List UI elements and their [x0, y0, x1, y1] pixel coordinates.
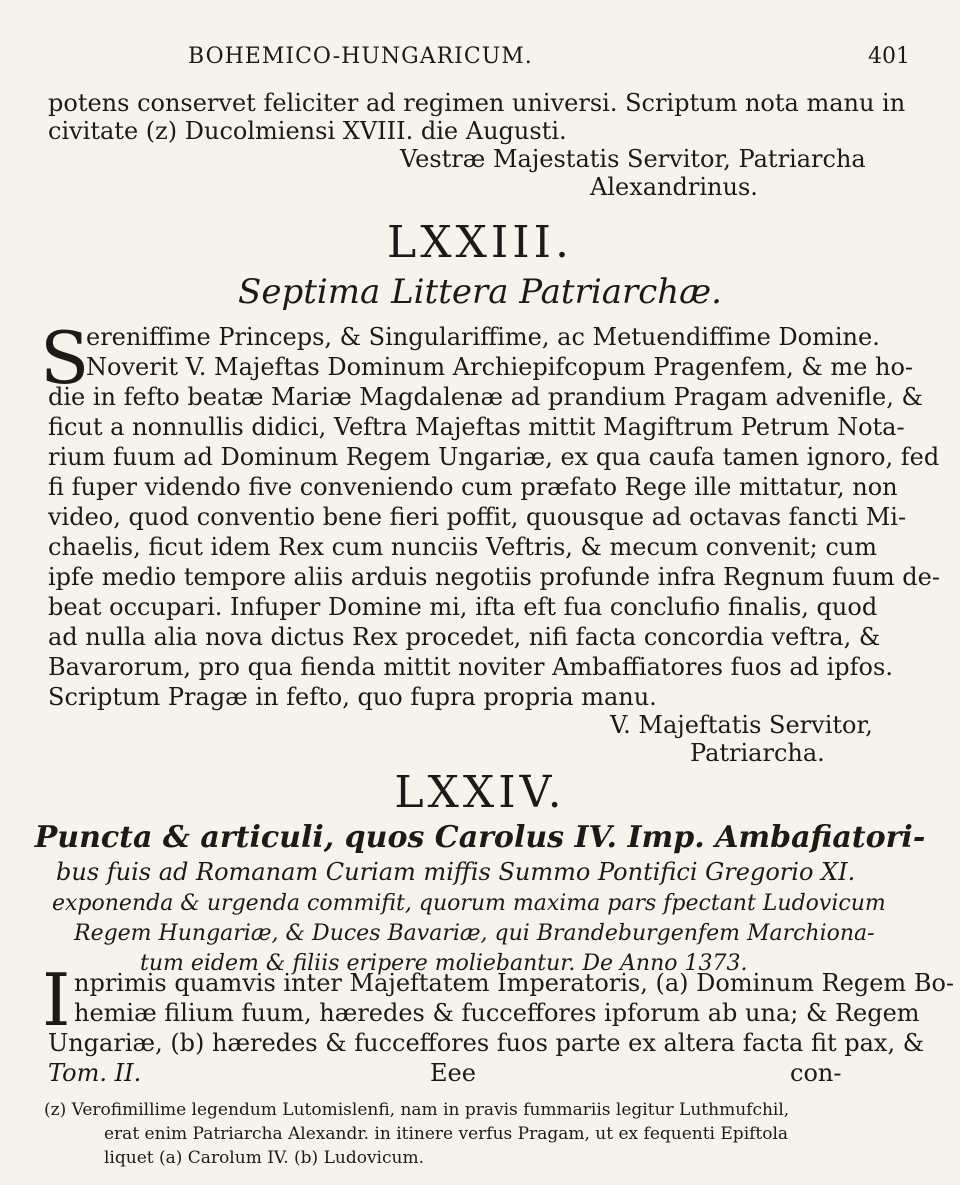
footnote: (z) Verofimillime legendum Lutomislenfi, nam in pravis fummariis legitur Luthmufchil, [44, 1100, 790, 1120]
catchword: con- [790, 1059, 842, 1087]
text-line: ficut a nonnullis didici, Veftra Majeftas mittit Magiftrum Petrum Nota- [48, 413, 905, 441]
text-line: potens conservet feliciter ad regimen universi. Scriptum nota manu in [48, 89, 906, 117]
signature-line: Patriarcha. [690, 739, 825, 767]
text-line: beat occupari. Infuper Domine mi, ifta eft fua conclufio finalis, quod [48, 593, 878, 621]
document-subtitle: tum eidem & filiis eripere moliebantur. De Anno 1373. [140, 951, 748, 976]
signature-line: Alexandrinus. [590, 173, 758, 201]
signature-mark: Eee [430, 1059, 476, 1087]
text-line: nprimis quamvis inter Majeftatem Imperatoris, (a) Dominum Regem Bo- [74, 969, 955, 997]
text-line: video, quod conventio bene fieri poffit, quousque ad octavas fancti Mi- [48, 503, 907, 531]
document-title: Puncta & articuli, quos Carolus IV. Imp. Ambafiatori- [34, 820, 926, 855]
text-line: ipfe medio tempore aliis arduis negotiis profunde infra Regnum fuum de- [48, 563, 940, 591]
text-line: Bavarorum, pro qua fienda mittit noviter Ambaffiatores fuos ad ipfos. [48, 653, 893, 681]
document-title: Septima Littera Patriarchæ. [238, 272, 722, 312]
document-subtitle: Regem Hungariæ, & Duces Bavariæ, qui Brandeburgenfem Marchiona- [74, 921, 875, 946]
text-line: Ungariæ, (b) hæredes & fucceffores fuos parte ex altera facta fit pax, & [48, 1029, 925, 1057]
signature-line: V. Majeftatis Servitor, [610, 711, 873, 739]
text-line: die in fefto beatæ Mariæ Magdalenæ ad prandium Pragam advenifle, & [48, 383, 923, 411]
running-title: BOHEMICO-HUNGARICUM. [188, 44, 533, 69]
page-number: 401 [868, 44, 910, 69]
footnote: erat enim Patriarcha Alexandr. in itinere verfus Pragam, ut ex fequenti Epiftola [104, 1124, 789, 1144]
drop-cap: S [40, 316, 90, 400]
drop-cap: I [42, 958, 71, 1042]
text-line: civitate (z) Ducolmiensi XVIII. die Augusti. [48, 117, 567, 145]
text-line: Scriptum Pragæ in fefto, quo fupra propria manu. [48, 683, 657, 711]
signature-line: Vestræ Majestatis Servitor, Patriarcha [400, 145, 866, 173]
document-number: LXXIII. [387, 217, 573, 268]
text-line: ereniffime Princeps, & Singulariffime, ac Metuendiffime Domine. [86, 323, 880, 351]
document-subtitle: exponenda & urgenda commifit, quorum maxima pars fpectant Ludovicum [52, 891, 886, 916]
text-line: hemiæ filium fuum, hæredes & fucceffores ipforum ab una; & Regem [74, 999, 920, 1027]
document-number: LXXIV. [394, 767, 566, 818]
document-subtitle: bus fuis ad Romanam Curiam miffis Summo Pontifici Gregorio XI. [56, 858, 856, 886]
text-line: ad nulla alia nova dictus Rex procedet, nifi facta concordia veftra, & [48, 623, 881, 651]
footnote: liquet (a) Carolum IV. (b) Ludovicum. [104, 1148, 424, 1168]
gathering-signature: Tom. II. [48, 1059, 142, 1087]
text-line: Noverit V. Majeftas Dominum Archiepifcopum Pragenfem, & me ho- [86, 353, 914, 381]
text-line: rium fuum ad Dominum Regem Ungariæ, ex qua caufa tamen ignoro, fed [48, 443, 940, 471]
text-line: fi fuper videndo five conveniendo cum præfato Rege ille mittatur, non [48, 473, 898, 501]
text-line: chaelis, ficut idem Rex cum nunciis Veftris, & mecum convenit; cum [48, 533, 878, 561]
